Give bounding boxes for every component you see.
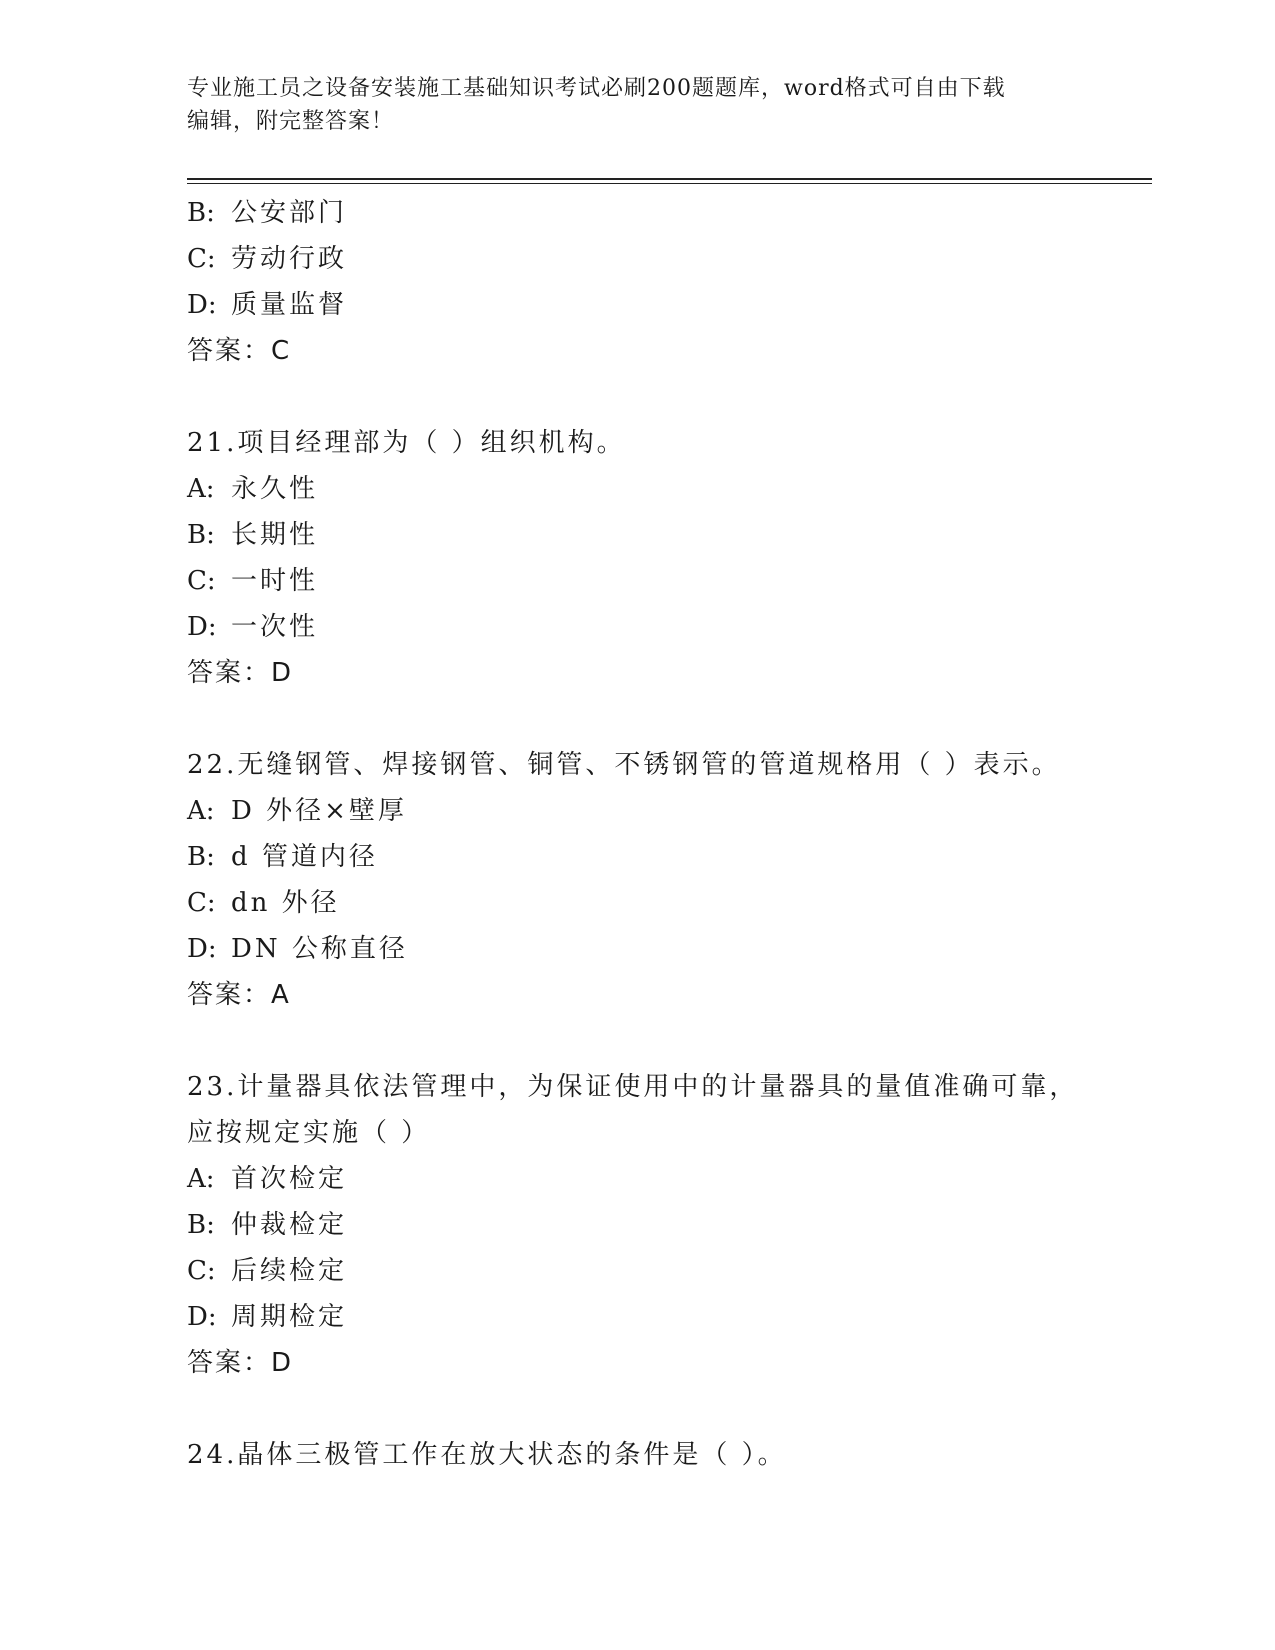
- header-line-2: 编辑，附完整答案！: [187, 109, 395, 134]
- spacer: [187, 374, 1152, 420]
- document-content: [187, 190, 1152, 1478]
- header-rule-thin: [187, 183, 1152, 184]
- option-c: [187, 1248, 1152, 1294]
- option-d: [187, 282, 1152, 328]
- option-label: C:: [187, 566, 216, 596]
- option-b: [187, 512, 1152, 558]
- option-label: D:: [187, 290, 217, 320]
- option-text: 长期性: [231, 520, 319, 550]
- spacer: [187, 696, 1152, 742]
- option-a: [187, 466, 1152, 512]
- option-d: [187, 604, 1152, 650]
- option-label: C:: [187, 1256, 216, 1286]
- option-text: 公安部门: [231, 198, 348, 228]
- option-label: A:: [187, 1164, 215, 1194]
- option-a: [187, 788, 1152, 834]
- option-text: 首次检定: [231, 1164, 348, 1194]
- option-d: [187, 926, 1152, 972]
- option-label: D:: [187, 1302, 217, 1332]
- option-label: C:: [187, 888, 216, 918]
- option-c: [187, 880, 1152, 926]
- question-stem: 24.晶体三极管工作在放大状态的条件是（ ）。: [187, 1440, 787, 1470]
- option-a: [187, 1156, 1152, 1202]
- question-23: [187, 1064, 1152, 1386]
- option-text: 仲裁检定: [231, 1210, 348, 1240]
- option-label: A:: [187, 474, 215, 504]
- spacer: [187, 1018, 1152, 1064]
- option-text: d 管道内径: [231, 842, 378, 872]
- option-c: [187, 558, 1152, 604]
- answer-line: 答案：D: [187, 1348, 294, 1378]
- option-text: 永久性: [231, 474, 319, 504]
- option-label: A:: [187, 796, 215, 826]
- option-text: 质量监督: [231, 290, 348, 320]
- option-b: [187, 1202, 1152, 1248]
- option-label: B:: [187, 198, 215, 228]
- option-text: 一次性: [231, 612, 319, 642]
- document-header: [187, 72, 1067, 138]
- option-text: 劳动行政: [231, 244, 348, 274]
- option-label: B:: [187, 520, 215, 550]
- option-b: [187, 834, 1152, 880]
- option-text: 一时性: [231, 566, 319, 596]
- question-20-continued: [187, 190, 1152, 374]
- option-label: C:: [187, 244, 216, 274]
- option-text: 周期检定: [231, 1302, 348, 1332]
- question-22: [187, 742, 1152, 1018]
- header-line-1: 专业施工员之设备安装施工基础知识考试必刷200题题库，word格式可自由下载: [187, 76, 1006, 101]
- question-24: [187, 1432, 1152, 1478]
- option-c: [187, 236, 1152, 282]
- question-stem-line-1: 23.计量器具依法管理中，为保证使用中的计量器具的量值准确可靠，: [187, 1072, 1079, 1102]
- question-stem: 21.项目经理部为（ ）组织机构。: [187, 428, 626, 458]
- answer-line: 答案：D: [187, 658, 294, 688]
- option-label: B:: [187, 1210, 215, 1240]
- option-text: DN 公称直径: [231, 934, 408, 964]
- question-stem-line-2: 应按规定实施（ ）: [187, 1118, 431, 1148]
- option-text: 后续检定: [231, 1256, 348, 1286]
- question-stem: 22.无缝钢管、焊接钢管、铜管、不锈钢管的管道规格用（ ）表示。: [187, 750, 1061, 780]
- answer-line: 答案：C: [187, 336, 292, 366]
- option-label: B:: [187, 842, 215, 872]
- spacer: [187, 1386, 1152, 1432]
- option-label: D:: [187, 934, 217, 964]
- option-label: D:: [187, 612, 217, 642]
- question-21: [187, 420, 1152, 696]
- option-text: dn 外径: [231, 888, 340, 918]
- option-d: [187, 1294, 1152, 1340]
- answer-line: 答案：A: [187, 980, 291, 1010]
- option-text: D 外径×壁厚: [231, 796, 407, 826]
- header-rule-thick: [187, 178, 1152, 180]
- option-b: [187, 190, 1152, 236]
